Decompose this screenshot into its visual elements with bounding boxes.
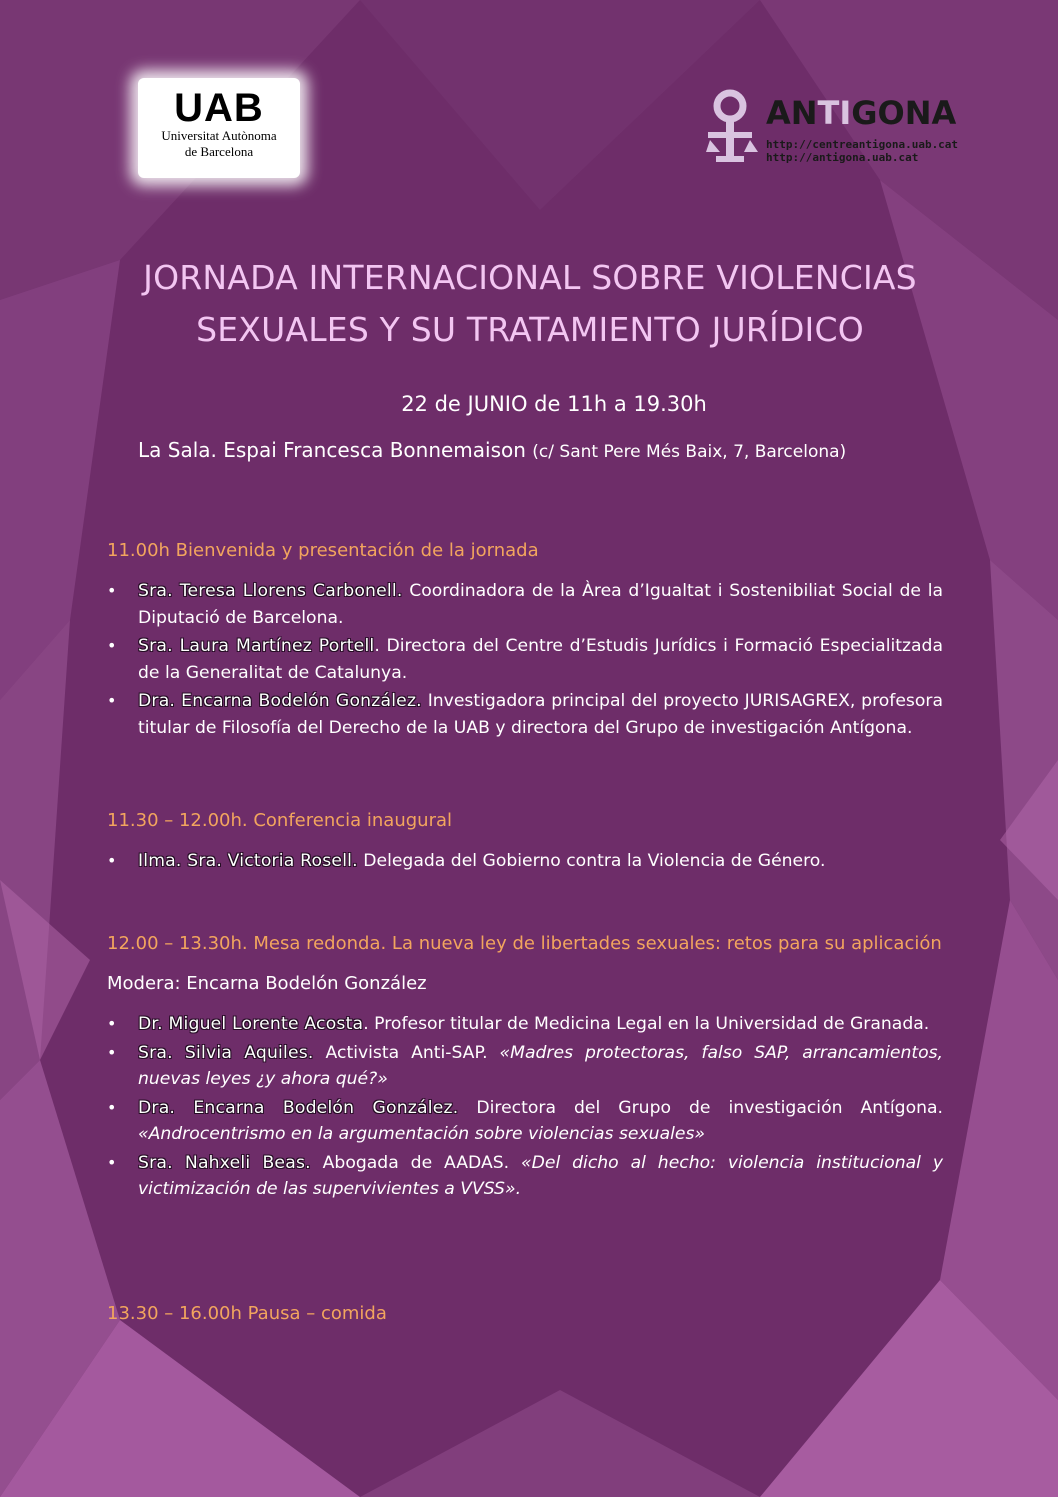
title-line-2: SEXUALES Y SU TRATAMIENTO JURÍDICO xyxy=(196,310,864,349)
speaker-name: Sra. Laura Martínez Portell xyxy=(138,636,375,656)
speaker-name: Sra. Silvia Aquiles. xyxy=(138,1042,314,1063)
venue-name: La Sala. Espai Francesca Bonnemaison xyxy=(138,438,526,462)
uab-logo xyxy=(138,78,300,178)
section-title: 13.30 – 16.00h Pausa – comida xyxy=(107,1303,387,1324)
speaker-name: Dr. Miguel Lorente Acosta xyxy=(138,1014,364,1034)
talk-title: «Madres protectoras, falso SAP, arrancamientos, nuevas leyes ¿y ahora qué?» xyxy=(138,1042,944,1089)
antigona-url-2[interactable]: http://antigona.uab.cat xyxy=(766,151,919,164)
speaker-item xyxy=(107,1011,943,1038)
bullet-icon: • xyxy=(107,636,117,655)
section-title: 12.00 – 13.30h. Mesa redonda. La nueva ley de libertades sexuales: retos para su aplicación xyxy=(107,933,942,954)
bullet-icon: • xyxy=(107,1014,117,1033)
program-section-lunch xyxy=(107,1301,943,1327)
uab-name-line1: Universitat Autònoma xyxy=(161,128,277,143)
speaker-item xyxy=(107,1040,943,1093)
bullet-icon: • xyxy=(107,1152,117,1172)
antigona-logo xyxy=(706,88,966,168)
section-title: 11.30 – 12.00h. Conferencia inaugural xyxy=(107,810,453,831)
title-line-1: JORNADA INTERNACIONAL SOBRE VIOLENCIAS xyxy=(143,258,917,297)
program-section-keynote xyxy=(107,808,943,931)
speaker-desc: Coordinadora de la Àrea d’Igualtat i Sostenibiliat Social de la Diputació de Barcelona. xyxy=(138,581,943,628)
speaker-desc: Delegada del Gobierno contra la Violencia de Género. xyxy=(357,851,826,871)
speaker-item xyxy=(107,633,943,686)
speaker-name: Dra. Encarna Bodelón González. xyxy=(138,691,422,711)
speaker-desc: Directora del Grupo de investigación Antígona. xyxy=(458,1097,943,1118)
event-title xyxy=(40,252,1020,356)
bullet-icon: • xyxy=(107,1042,117,1062)
speaker-list xyxy=(107,1011,943,1203)
bullet-icon: • xyxy=(107,691,117,710)
speaker-item xyxy=(107,1150,943,1203)
speaker-name: Dra. Encarna Bodelón González. xyxy=(138,1097,459,1118)
speaker-item xyxy=(107,578,943,631)
section-title: 11.00h Bienvenida y presentación de la jornada xyxy=(107,540,539,561)
antigona-wordmark: ANTIGONA xyxy=(766,94,957,132)
speaker-name: Sra. Nahxeli Beas. xyxy=(138,1152,311,1173)
speaker-name: Sra. Teresa Llorens Carbonell. xyxy=(138,581,403,601)
speaker-desc: Activista Anti-SAP. xyxy=(313,1042,500,1063)
event-venue xyxy=(138,438,846,462)
moderator: Modera: Encarna Bodelón González xyxy=(107,973,427,994)
uab-mark: UAB xyxy=(174,86,264,130)
program xyxy=(107,538,943,1327)
speaker-name: Ilma. Sra. Victoria Rosell. xyxy=(138,851,358,871)
bullet-icon: • xyxy=(107,851,117,870)
speaker-desc: . Directora del Centre d’Estudis Jurídics i Formació Especialitzada de la Generalitat de Catalunya. xyxy=(138,636,943,683)
speaker-list xyxy=(107,578,943,741)
speaker-desc: Investigadora principal del proyecto JURISAGREX, profesora titular de Filosofía del Derecho de la UAB y directora del Grupo de investigación Antígona. xyxy=(138,691,943,738)
talk-title: «Del dicho al hecho: violencia institucional y victimización de las supervivientes a VVSS». xyxy=(138,1152,943,1199)
speaker-item xyxy=(107,688,943,741)
speaker-item xyxy=(107,848,943,875)
speaker-desc: . Profesor titular de Medicina Legal en la Universidad de Granada. xyxy=(363,1014,930,1034)
speaker-item xyxy=(107,1095,943,1148)
venue-address: (c/ Sant Pere Més Baix, 7, Barcelona) xyxy=(532,442,847,462)
uab-name-line2: de Barcelona xyxy=(184,144,254,159)
event-date: 22 de JUNIO de 11h a 19.30h xyxy=(401,392,707,416)
speaker-desc: Abogada de AADAS. xyxy=(310,1152,522,1173)
antigona-url-1[interactable]: http://centreantigona.uab.cat xyxy=(766,138,959,151)
talk-title: «Androcentrismo en la argumentación sobre violencias sexuales» xyxy=(138,1124,706,1144)
speaker-list xyxy=(107,848,943,875)
program-section-round-table xyxy=(107,931,943,1301)
bullet-icon: • xyxy=(107,581,117,600)
venus-scales-icon xyxy=(706,88,762,164)
bullet-icon: • xyxy=(107,1097,117,1117)
program-section-welcome xyxy=(107,538,943,808)
